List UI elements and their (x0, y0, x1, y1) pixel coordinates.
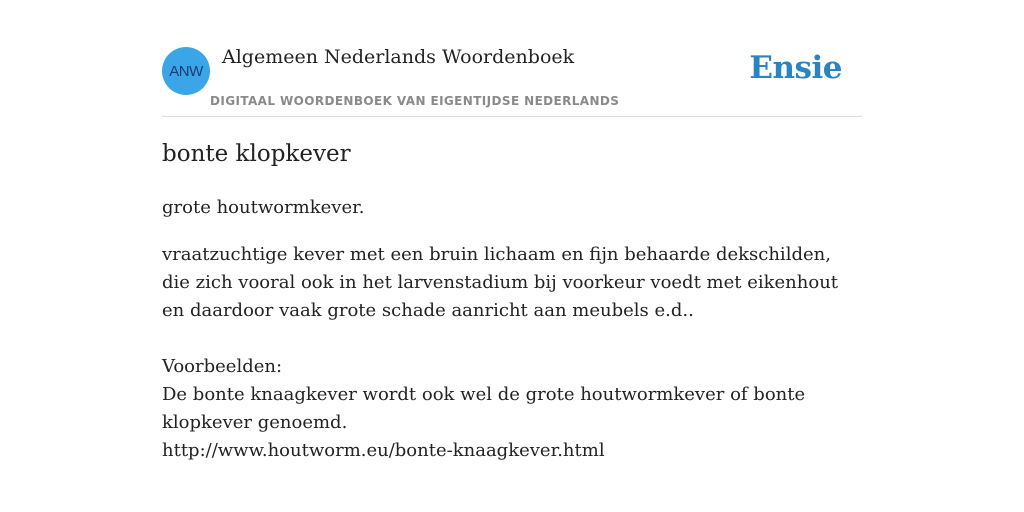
short-definition: grote houtwormkever. (162, 197, 365, 218)
long-definition: vraatzuchtige kever met een bruin lichaam en fijn behaarde dekschilden, die zich vooral ook in het larvenstadium bij voorkeur voedt met eikenhout en daardoor vaak grote schade aanricht aan meubels e.d.. (162, 244, 839, 321)
logo-text: ANW (169, 62, 203, 80)
entry-headword: bonte klopkever (162, 141, 351, 167)
site-title: Algemeen Nederlands Woordenboek (222, 46, 575, 68)
example-source-link[interactable]: http://www.houtworm.eu/bonte-knaagkever.html (162, 440, 605, 461)
site-subtitle: DIGITAAL WOORDENBOEK VAN EIGENTIJDSE NEDERLANDS (210, 94, 620, 108)
examples-label: Voorbeelden: (162, 356, 283, 377)
site-header (162, 40, 862, 117)
examples-section (162, 353, 862, 465)
ensie-brand-link[interactable]: Ensie (749, 50, 842, 86)
anw-logo[interactable] (162, 47, 210, 95)
entry-content (162, 138, 862, 465)
example-sentence: De bonte knaagkever wordt ook wel de grote houtwormkever of bonte klopkever genoemd. (162, 384, 806, 433)
